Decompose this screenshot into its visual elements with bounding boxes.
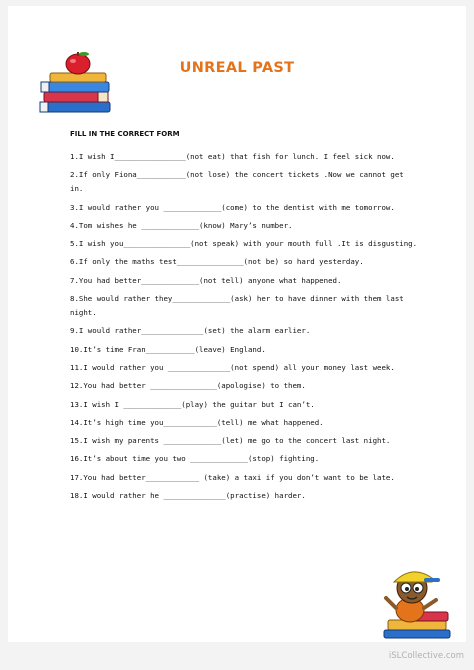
worksheet-title: UNREAL PAST — [179, 60, 295, 76]
exercise-item: 4.Tom wishes he _____________(know) Mary’s number. — [70, 220, 293, 230]
student-books-clipart — [380, 564, 460, 640]
exercise-item: 17.You had better____________ (take) a taxi if you don’t want to be late. — [70, 472, 395, 482]
exercise-item: 7.You had better_____________(not tell) anyone what happened. — [70, 275, 342, 285]
instructions-heading: FILL IN THE CORRECT FORM — [70, 130, 180, 138]
exercise-item: 16.It’s about time you two _____________(stop) fighting. — [70, 454, 320, 464]
exercise-item: 18.I would rather he ______________(practise) harder. — [70, 491, 306, 501]
exercise-item: 1.I wish I________________(not eat) that fish for lunch. I feel sick now. — [70, 152, 395, 161]
exercise-item: 8.She would rather they_____________(ask) her to have dinner with them last night. — [70, 294, 409, 318]
exercise-item: 13.I wish I _____________(play) the guitar but I can’t. — [70, 399, 315, 409]
exercise-item: 2.If only Fiona___________(not lose) the concert tickets .Now we cannot get in. — [70, 170, 409, 194]
exercise-item: 3.I would rather you _____________(come) to the dentist with me tomorrow. — [70, 202, 395, 212]
exercise-item: 10.It’s time Fran___________(leave) England. — [70, 344, 266, 354]
exercise-item: 11.I would rather you ______________(not spend) all your money last week. — [70, 362, 395, 372]
exercise-item: 5.I wish you_______________(not speak) with your mouth full .It is disgusting. — [70, 239, 418, 249]
exercise-item: 12.You had better _______________(apologise) to them. — [70, 381, 306, 391]
exercise-item: 15.I wish my parents _____________(let) me go to the concert last night. — [70, 436, 391, 446]
exercise-item: 14.It’s high time you____________(tell) me what happened. — [70, 417, 324, 427]
exercise-list — [70, 150, 420, 507]
source-watermark: iSLCollective.com — [388, 651, 464, 661]
exercise-item: 6.If only the maths test_______________(not be) so hard yesterday. — [70, 257, 364, 267]
exercise-item: 9.I would rather______________(set) the alarm earlier. — [70, 326, 311, 336]
